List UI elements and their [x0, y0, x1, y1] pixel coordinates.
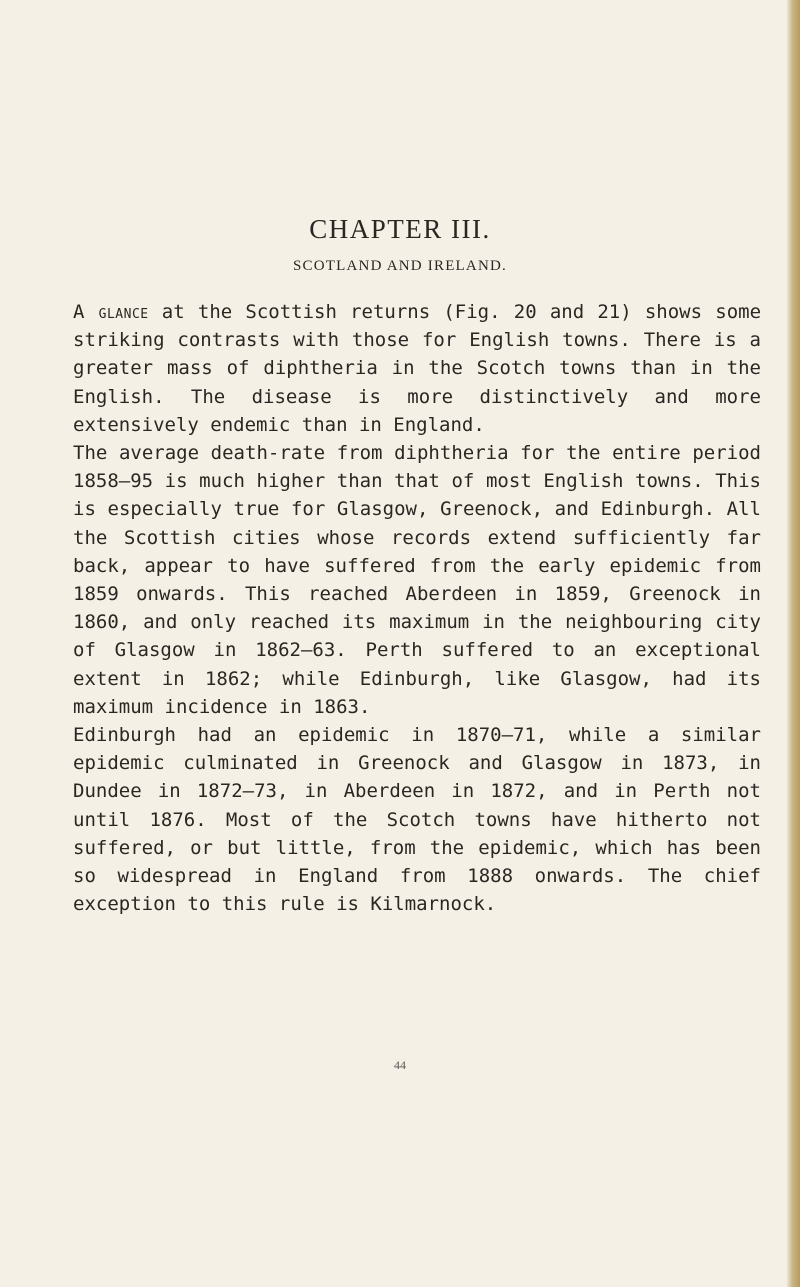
paragraph-2: [73, 439, 761, 721]
page-edge: [786, 0, 800, 1287]
paragraph-3: [73, 721, 761, 918]
paragraph-text: Edinburgh had an epidemic in 1870–71, while a similar epidemic culminated in Greenock and Glasgow in 1873, in Dundee in 1872–73, in Aberdeen in 1872, and in Perth not until 1876. Most of the Scotch towns have hitherto not suffered, or but little, from the epidemic, which has been so widespread in England from 1888 onwards. The chief exception to this rule is Kilmarnock.: [73, 724, 761, 916]
body-text: [73, 298, 761, 918]
section-title: SCOTLAND AND IRELAND.: [293, 258, 507, 274]
paragraph-lead: A glance: [73, 301, 149, 323]
paragraph-text: at the Scottish returns (Fig. 20 and 21) shows some striking contrasts with those for English towns. There is a greater mass of diphtheria in the Scotch towns than in the English. The disease is more distinctively and more extensively endemic than in England.: [73, 301, 762, 436]
paragraph-1: [73, 298, 761, 439]
chapter-title: CHAPTER III.: [309, 214, 491, 244]
paragraph-text: The average death-rate from diphtheria for the entire period 1858–95 is much higher than that of most English towns. This is especially true for Glasgow, Greenock, and Edinburgh. All the Scottish cities whose records extend sufficiently far back, appear to have suffered from the early epidemic from 1859 onwards. This reached Aberdeen in 1859, Greenock in 1860, and only reached its maximum in the neighbouring city of Glasgow in 1862–63. Perth suffered to an exceptional extent in 1862; while Edinburgh, like Glasgow, had its maximum incidence in 1863.: [73, 442, 761, 718]
page-number: 44: [394, 1058, 406, 1072]
